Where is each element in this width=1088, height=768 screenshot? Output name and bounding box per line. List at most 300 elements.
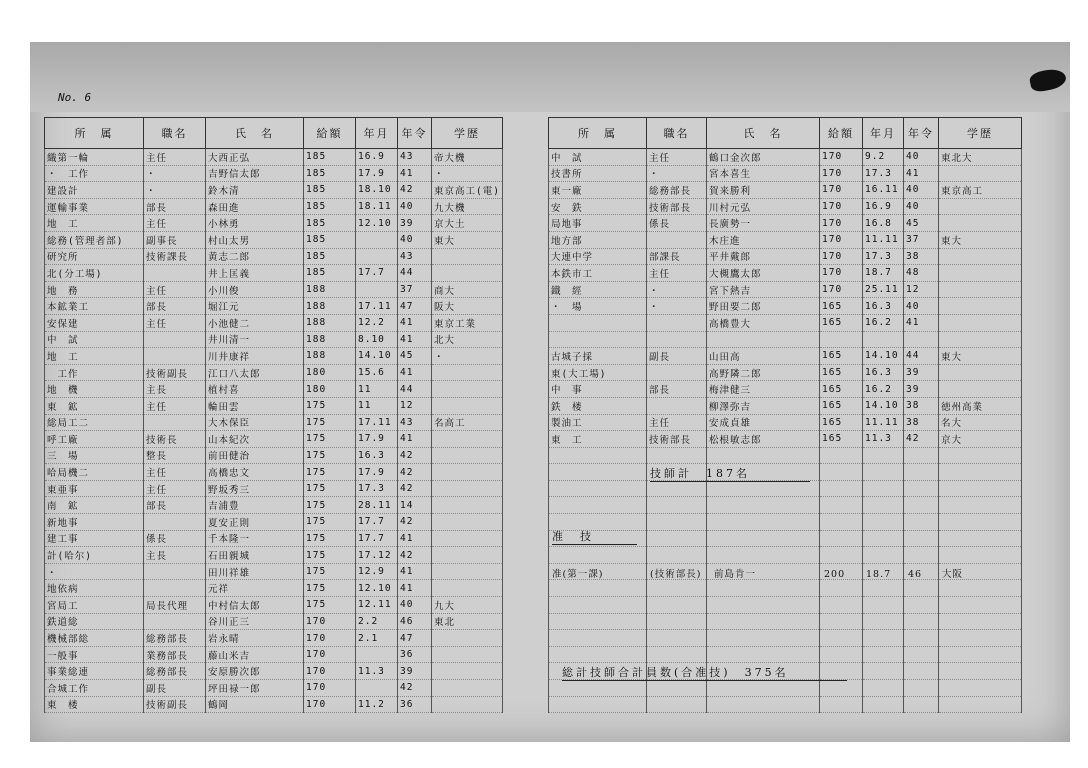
table-cell: 42 bbox=[398, 464, 432, 481]
table-cell bbox=[939, 480, 1022, 497]
table-cell bbox=[647, 231, 707, 248]
table-cell bbox=[549, 497, 647, 514]
table-cell: 技術部長 bbox=[647, 431, 707, 448]
table-cell: ・ bbox=[45, 563, 144, 580]
table-cell bbox=[939, 447, 1022, 464]
table-cell: 41 bbox=[398, 530, 432, 547]
table-cell bbox=[863, 497, 904, 514]
table-cell: 東(大工場) bbox=[549, 364, 647, 381]
table-cell bbox=[820, 514, 863, 531]
table-row bbox=[45, 431, 503, 448]
table-cell: 鈴木清 bbox=[206, 182, 304, 199]
table-row bbox=[45, 613, 503, 630]
table-cell: 総務部長 bbox=[144, 630, 206, 647]
table-cell: 東一廠 bbox=[549, 182, 647, 199]
table-cell bbox=[939, 215, 1022, 232]
table-cell: 川村元弘 bbox=[707, 198, 820, 215]
assistant-entry-row bbox=[552, 566, 1037, 580]
table-cell: 175 bbox=[304, 497, 356, 514]
table-cell bbox=[904, 613, 939, 630]
table-cell: 185 bbox=[304, 149, 356, 166]
table-cell bbox=[904, 547, 939, 564]
table-cell: 宮本喜生 bbox=[707, 165, 820, 182]
table-cell: 44 bbox=[398, 381, 432, 398]
table-row bbox=[45, 231, 503, 248]
table-cell bbox=[432, 680, 503, 697]
table-cell: 阪大 bbox=[432, 298, 503, 315]
table-row bbox=[549, 646, 1022, 663]
table-cell: 中 試 bbox=[45, 331, 144, 348]
table-cell bbox=[707, 331, 820, 348]
table-cell: 九大 bbox=[432, 597, 503, 614]
table-cell: 175 bbox=[304, 414, 356, 431]
table-cell: 輪田雲 bbox=[206, 397, 304, 414]
table-row bbox=[45, 364, 503, 381]
table-cell: 業務部長 bbox=[144, 646, 206, 663]
table-cell bbox=[707, 514, 820, 531]
table-cell: ・ 場 bbox=[549, 298, 647, 315]
table-cell bbox=[707, 497, 820, 514]
table-row bbox=[45, 165, 503, 182]
table-cell bbox=[432, 364, 503, 381]
table-row bbox=[549, 298, 1022, 315]
right-ledger-table bbox=[548, 117, 1022, 713]
table-cell bbox=[549, 580, 647, 597]
table-cell: 柳澤弥吉 bbox=[707, 397, 820, 414]
table-cell: 新地事 bbox=[45, 514, 144, 531]
table-cell: 39 bbox=[398, 215, 432, 232]
table-cell: 九大機 bbox=[432, 198, 503, 215]
left-header-row bbox=[45, 118, 503, 149]
table-cell: 山田高 bbox=[707, 348, 820, 365]
table-cell bbox=[707, 680, 820, 697]
table-cell: 整長 bbox=[144, 447, 206, 464]
table-cell bbox=[144, 331, 206, 348]
table-cell bbox=[647, 364, 707, 381]
table-cell bbox=[820, 447, 863, 464]
table-cell: 名大 bbox=[939, 414, 1022, 431]
table-cell: 11 bbox=[356, 397, 398, 414]
table-cell bbox=[707, 696, 820, 713]
table-cell bbox=[144, 265, 206, 282]
column-header: 年月 bbox=[356, 118, 398, 149]
table-row bbox=[549, 497, 1022, 514]
table-cell bbox=[939, 680, 1022, 697]
table-cell: 京大 bbox=[939, 431, 1022, 448]
table-cell: 170 bbox=[820, 165, 863, 182]
table-cell bbox=[647, 514, 707, 531]
table-cell bbox=[863, 630, 904, 647]
table-cell: 14 bbox=[398, 497, 432, 514]
table-cell: 42 bbox=[398, 480, 432, 497]
table-cell bbox=[820, 646, 863, 663]
table-row bbox=[45, 680, 503, 697]
table-cell bbox=[820, 530, 863, 547]
table-row bbox=[549, 547, 1022, 564]
table-row bbox=[45, 314, 503, 331]
table-cell bbox=[820, 597, 863, 614]
table-cell bbox=[432, 563, 503, 580]
table-cell: 175 bbox=[304, 530, 356, 547]
table-cell: 東北 bbox=[432, 613, 503, 630]
table-cell: 京大土 bbox=[432, 215, 503, 232]
table-cell: 東大 bbox=[432, 231, 503, 248]
table-cell: 16.9 bbox=[863, 198, 904, 215]
table-cell: 大木保臣 bbox=[206, 414, 304, 431]
table-row bbox=[549, 613, 1022, 630]
table-cell bbox=[647, 680, 707, 697]
table-cell bbox=[707, 630, 820, 647]
table-cell bbox=[549, 331, 647, 348]
table-cell: 中 事 bbox=[549, 381, 647, 398]
table-cell: 主任 bbox=[144, 149, 206, 166]
table-row bbox=[549, 397, 1022, 414]
table-cell: 41 bbox=[398, 563, 432, 580]
column-header: 年令 bbox=[904, 118, 939, 149]
table-cell: 25.11 bbox=[863, 281, 904, 298]
table-cell bbox=[647, 314, 707, 331]
entry-title: (技術部長) bbox=[650, 569, 702, 580]
table-cell bbox=[939, 547, 1022, 564]
table-cell: 副事長 bbox=[144, 231, 206, 248]
table-cell: 総務(管理者部) bbox=[45, 231, 144, 248]
table-cell: 175 bbox=[304, 563, 356, 580]
table-cell: 165 bbox=[820, 314, 863, 331]
table-row bbox=[45, 480, 503, 497]
entry-date: 18.7 bbox=[866, 569, 892, 580]
table-cell: 東京工業 bbox=[432, 314, 503, 331]
table-cell: 黄志二郎 bbox=[206, 248, 304, 265]
table-cell: 部長 bbox=[144, 298, 206, 315]
table-cell bbox=[707, 580, 820, 597]
table-cell bbox=[863, 613, 904, 630]
table-cell: 16.9 bbox=[356, 149, 398, 166]
table-cell: 名高工 bbox=[432, 414, 503, 431]
table-cell: 16.3 bbox=[863, 364, 904, 381]
table-cell bbox=[356, 281, 398, 298]
table-cell: 東大 bbox=[939, 231, 1022, 248]
table-row bbox=[45, 265, 503, 282]
table-cell: 36 bbox=[398, 696, 432, 713]
table-cell: 170 bbox=[304, 613, 356, 630]
table-cell bbox=[863, 696, 904, 713]
table-cell bbox=[904, 514, 939, 531]
table-cell bbox=[939, 464, 1022, 481]
table-cell: 製油工 bbox=[549, 414, 647, 431]
table-cell: 東京高工 bbox=[939, 182, 1022, 199]
table-cell bbox=[904, 680, 939, 697]
table-cell: 175 bbox=[304, 397, 356, 414]
table-cell: 41 bbox=[398, 314, 432, 331]
table-cell: 170 bbox=[820, 215, 863, 232]
table-cell: 170 bbox=[820, 149, 863, 166]
table-cell: 185 bbox=[304, 215, 356, 232]
table-cell: 哈局機二 bbox=[45, 464, 144, 481]
table-cell: 175 bbox=[304, 447, 356, 464]
table-cell bbox=[939, 265, 1022, 282]
table-cell: 175 bbox=[304, 597, 356, 614]
table-cell: 185 bbox=[304, 182, 356, 199]
table-cell: 千本隆一 bbox=[206, 530, 304, 547]
table-cell: 17.7 bbox=[356, 530, 398, 547]
table-cell bbox=[863, 447, 904, 464]
table-cell bbox=[707, 447, 820, 464]
table-row bbox=[45, 381, 503, 398]
table-cell: 技術副長 bbox=[144, 696, 206, 713]
table-cell: 松根敏志郎 bbox=[707, 431, 820, 448]
table-cell: 局長代理 bbox=[144, 597, 206, 614]
table-cell bbox=[820, 580, 863, 597]
table-cell: 28.11 bbox=[356, 497, 398, 514]
table-cell: 賀来勝利 bbox=[707, 182, 820, 199]
table-cell: 12.2 bbox=[356, 314, 398, 331]
table-cell: 17.7 bbox=[356, 514, 398, 531]
table-cell: 43 bbox=[398, 414, 432, 431]
table-cell: 170 bbox=[820, 231, 863, 248]
table-cell bbox=[549, 613, 647, 630]
table-cell bbox=[904, 580, 939, 597]
table-row bbox=[45, 331, 503, 348]
table-cell: 合城工作 bbox=[45, 680, 144, 697]
table-cell: 185 bbox=[304, 198, 356, 215]
table-cell: 運輸事業 bbox=[45, 198, 144, 215]
table-cell: 41 bbox=[398, 165, 432, 182]
table-cell: 主任 bbox=[647, 265, 707, 282]
table-cell bbox=[863, 331, 904, 348]
table-cell: 17.3 bbox=[863, 165, 904, 182]
table-cell bbox=[863, 680, 904, 697]
table-cell bbox=[647, 447, 707, 464]
table-cell: 部課長 bbox=[647, 248, 707, 265]
table-cell bbox=[939, 281, 1022, 298]
table-cell: 主任 bbox=[144, 397, 206, 414]
table-cell: 田川祥雄 bbox=[206, 563, 304, 580]
table-cell: 高橋忠文 bbox=[206, 464, 304, 481]
table-cell: 165 bbox=[820, 414, 863, 431]
table-cell bbox=[549, 696, 647, 713]
entry-age: 46 bbox=[908, 569, 923, 580]
table-cell: 40 bbox=[398, 597, 432, 614]
table-cell: 鶴岡 bbox=[206, 696, 304, 713]
table-row bbox=[45, 215, 503, 232]
table-cell bbox=[356, 231, 398, 248]
table-cell bbox=[549, 630, 647, 647]
table-cell: ・ bbox=[647, 281, 707, 298]
table-row bbox=[549, 364, 1022, 381]
table-cell: 東北大 bbox=[939, 149, 1022, 166]
entry-name: 前島肯一 bbox=[714, 569, 757, 580]
table-cell: 2.1 bbox=[356, 630, 398, 647]
table-row bbox=[45, 149, 503, 166]
table-cell: 9.2 bbox=[863, 149, 904, 166]
table-cell: 42 bbox=[904, 431, 939, 448]
table-row bbox=[45, 630, 503, 647]
table-cell: 平井戴郎 bbox=[707, 248, 820, 265]
table-cell bbox=[432, 696, 503, 713]
table-cell bbox=[904, 646, 939, 663]
table-cell: 14.10 bbox=[863, 397, 904, 414]
table-cell bbox=[939, 696, 1022, 713]
table-cell bbox=[432, 248, 503, 265]
table-cell: 技術副長 bbox=[144, 364, 206, 381]
engineer-subtotal: 技師計 187名 bbox=[650, 465, 810, 482]
table-cell bbox=[904, 447, 939, 464]
column-header: 年令 bbox=[398, 118, 432, 149]
table-cell: 部長 bbox=[647, 381, 707, 398]
table-row bbox=[45, 414, 503, 431]
table-cell: 38 bbox=[904, 414, 939, 431]
table-row bbox=[45, 182, 503, 199]
column-header: 学歴 bbox=[432, 118, 503, 149]
column-header: 職名 bbox=[144, 118, 206, 149]
table-cell: ・ 工作 bbox=[45, 165, 144, 182]
table-cell: 建設計 bbox=[45, 182, 144, 199]
table-cell: 41 bbox=[398, 431, 432, 448]
table-row bbox=[549, 480, 1022, 497]
table-cell bbox=[904, 696, 939, 713]
table-cell bbox=[904, 597, 939, 614]
table-cell: 170 bbox=[820, 182, 863, 199]
table-row bbox=[45, 464, 503, 481]
table-cell: 副長 bbox=[647, 348, 707, 365]
table-cell bbox=[432, 630, 503, 647]
table-cell bbox=[144, 563, 206, 580]
table-cell: 39 bbox=[398, 663, 432, 680]
column-header: 所 属 bbox=[45, 118, 144, 149]
table-cell bbox=[144, 348, 206, 365]
table-cell: 12.9 bbox=[356, 563, 398, 580]
table-cell: 170 bbox=[820, 281, 863, 298]
table-cell bbox=[939, 165, 1022, 182]
table-cell: 鉄 楼 bbox=[549, 397, 647, 414]
table-cell bbox=[144, 613, 206, 630]
table-cell bbox=[707, 646, 820, 663]
table-cell: 188 bbox=[304, 281, 356, 298]
table-cell: 東大 bbox=[939, 348, 1022, 365]
table-cell: 藤山米吉 bbox=[206, 646, 304, 663]
table-cell: 40 bbox=[904, 149, 939, 166]
table-cell: 部長 bbox=[144, 198, 206, 215]
table-row bbox=[549, 348, 1022, 365]
table-row bbox=[45, 663, 503, 680]
table-cell: 地 工 bbox=[45, 348, 144, 365]
table-row bbox=[45, 597, 503, 614]
table-cell: 吉浦豊 bbox=[206, 497, 304, 514]
table-row bbox=[549, 215, 1022, 232]
table-cell: ・ bbox=[144, 165, 206, 182]
table-cell bbox=[939, 248, 1022, 265]
table-cell: 12.11 bbox=[356, 597, 398, 614]
table-cell: 41 bbox=[398, 364, 432, 381]
table-cell: 堀江元 bbox=[206, 298, 304, 315]
table-cell bbox=[863, 480, 904, 497]
table-row bbox=[549, 630, 1022, 647]
table-cell: 17.11 bbox=[356, 298, 398, 315]
table-cell bbox=[549, 464, 647, 481]
table-cell bbox=[820, 480, 863, 497]
table-cell: 47 bbox=[398, 630, 432, 647]
table-cell: 鐵 經 bbox=[549, 281, 647, 298]
column-header: 学歴 bbox=[939, 118, 1022, 149]
table-row bbox=[45, 530, 503, 547]
table-cell: 小川俊 bbox=[206, 281, 304, 298]
table-cell bbox=[356, 646, 398, 663]
table-cell: 17.7 bbox=[356, 265, 398, 282]
entry-education: 大阪 bbox=[942, 569, 964, 580]
table-row bbox=[549, 680, 1022, 697]
column-header: 給額 bbox=[304, 118, 356, 149]
sheet-number: No. 6 bbox=[58, 91, 92, 104]
table-cell bbox=[820, 497, 863, 514]
table-cell bbox=[432, 431, 503, 448]
table-cell: 東亜事 bbox=[45, 480, 144, 497]
table-cell: 45 bbox=[904, 215, 939, 232]
table-cell: 42 bbox=[398, 447, 432, 464]
table-cell: 11.11 bbox=[863, 414, 904, 431]
table-cell: 11.3 bbox=[863, 431, 904, 448]
table-cell bbox=[904, 331, 939, 348]
table-cell: 185 bbox=[304, 165, 356, 182]
table-cell bbox=[647, 597, 707, 614]
table-cell bbox=[647, 397, 707, 414]
table-cell: 工作 bbox=[45, 364, 144, 381]
table-cell: 小池健二 bbox=[206, 314, 304, 331]
table-row bbox=[549, 431, 1022, 448]
table-cell: 井川清一 bbox=[206, 331, 304, 348]
table-cell bbox=[432, 646, 503, 663]
table-cell: 165 bbox=[820, 364, 863, 381]
table-cell bbox=[904, 663, 939, 680]
table-row bbox=[549, 696, 1022, 713]
table-cell bbox=[939, 597, 1022, 614]
table-cell: 技術課長 bbox=[144, 248, 206, 265]
table-row bbox=[549, 331, 1022, 348]
scan-shadow-band bbox=[30, 42, 1070, 112]
table-cell: 地依病 bbox=[45, 580, 144, 597]
table-cell bbox=[356, 680, 398, 697]
table-cell: 165 bbox=[820, 431, 863, 448]
table-cell bbox=[820, 630, 863, 647]
table-cell: 主任 bbox=[647, 414, 707, 431]
table-cell bbox=[707, 613, 820, 630]
table-cell bbox=[432, 265, 503, 282]
table-cell: 8.10 bbox=[356, 331, 398, 348]
table-cell bbox=[820, 696, 863, 713]
table-cell: 帝大機 bbox=[432, 149, 503, 166]
table-row bbox=[45, 547, 503, 564]
table-cell bbox=[647, 580, 707, 597]
table-row bbox=[45, 348, 503, 365]
table-cell: 37 bbox=[398, 281, 432, 298]
table-cell bbox=[144, 414, 206, 431]
table-cell: 44 bbox=[398, 265, 432, 282]
table-cell bbox=[939, 298, 1022, 315]
table-row bbox=[45, 198, 503, 215]
table-cell bbox=[647, 547, 707, 564]
table-cell: ・ bbox=[647, 298, 707, 315]
table-cell: 188 bbox=[304, 314, 356, 331]
table-cell: 技書所 bbox=[549, 165, 647, 182]
column-header: 職名 bbox=[647, 118, 707, 149]
table-cell: 建工事 bbox=[45, 530, 144, 547]
table-cell bbox=[549, 597, 647, 614]
table-cell bbox=[432, 663, 503, 680]
table-row bbox=[45, 696, 503, 713]
table-cell: 42 bbox=[398, 514, 432, 531]
table-row bbox=[549, 314, 1022, 331]
table-cell: 元祥 bbox=[206, 580, 304, 597]
table-cell bbox=[647, 497, 707, 514]
